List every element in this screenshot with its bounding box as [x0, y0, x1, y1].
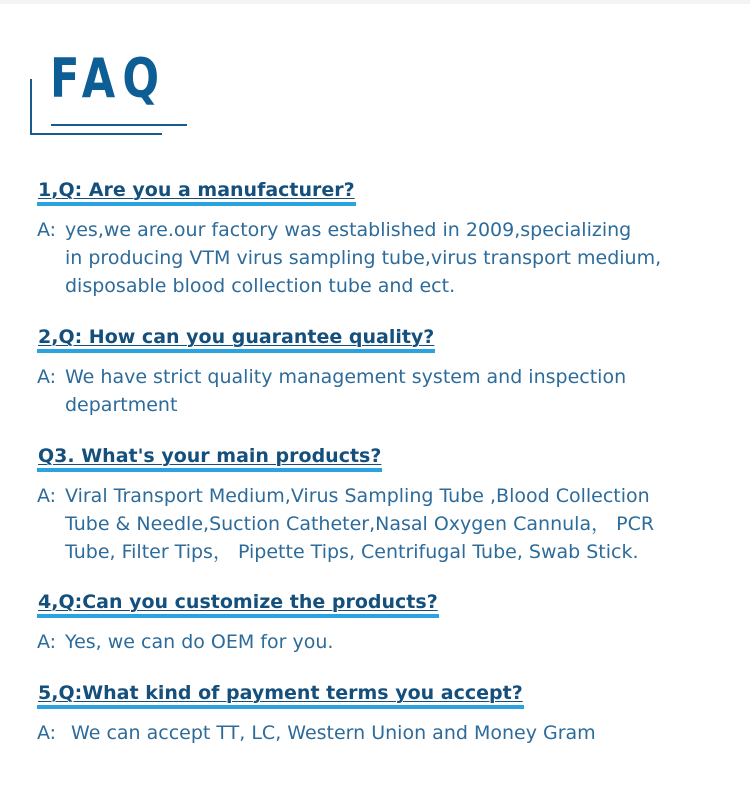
answer-prefix: A:: [37, 219, 57, 241]
answer-text: [65, 216, 727, 300]
faq-answer-5: [37, 719, 727, 747]
answer-line: in producing VTM virus sampling tube,virus transport medium,: [65, 247, 662, 269]
faq-question-1: 1,Q: Are you a manufacturer?: [37, 179, 356, 206]
faq-answer-2: [37, 363, 727, 419]
answer-line: We have strict quality management system and inspection: [65, 366, 627, 388]
answer-prefix: A:: [37, 631, 57, 653]
answer-line: yes,we are.our factory was established in 2009,specializing: [65, 219, 632, 241]
faq-item-2: [37, 326, 727, 419]
answer-prefix: A:: [37, 722, 57, 744]
faq-answer-4: [37, 628, 727, 656]
title-bracket-horizontal: [30, 133, 162, 135]
answer-line: Tube, Filter Tips， Pipette Tips, Centrifugal Tube, Swab Stick.: [65, 541, 639, 563]
faq-item-4: [37, 591, 727, 656]
faq-item-5: [37, 682, 727, 747]
faq-question-3: Q3. What's your main products?: [37, 445, 382, 472]
faq-item-3: [37, 445, 727, 566]
answer-line: Viral Transport Medium,Virus Sampling Tube ,Blood Collection: [65, 485, 650, 507]
answer-line: Yes, we can do OEM for you.: [65, 631, 334, 653]
answer-line: We can accept TT, LC, Western Union and Money Gram: [65, 722, 596, 744]
answer-line: disposable blood collection tube and ect.: [65, 275, 456, 297]
answer-prefix: A:: [37, 366, 57, 388]
answer-text: [65, 628, 727, 656]
answer-prefix: A:: [37, 485, 57, 507]
answer-line: Tube & Needle,Suction Catheter,Nasal Oxygen Cannula， PCR: [65, 513, 655, 535]
answer-line: department: [65, 394, 178, 416]
faq-question-5: 5,Q:What kind of payment terms you accept?: [37, 682, 524, 709]
title-bracket-vertical: [30, 79, 32, 135]
faq-question-2: 2,Q: How can you guarantee quality?: [37, 326, 435, 353]
faq-header: [0, 0, 750, 140]
title-underline: [51, 124, 187, 126]
faq-question-4: 4,Q:Can you customize the products?: [37, 591, 439, 618]
answer-text: [65, 482, 727, 566]
faq-answer-3: [37, 482, 727, 566]
answer-text: [65, 363, 727, 419]
faq-item-1: [37, 179, 727, 300]
answer-text: [65, 719, 727, 747]
page-title: FAQ: [50, 47, 167, 110]
faq-answer-1: [37, 216, 727, 300]
